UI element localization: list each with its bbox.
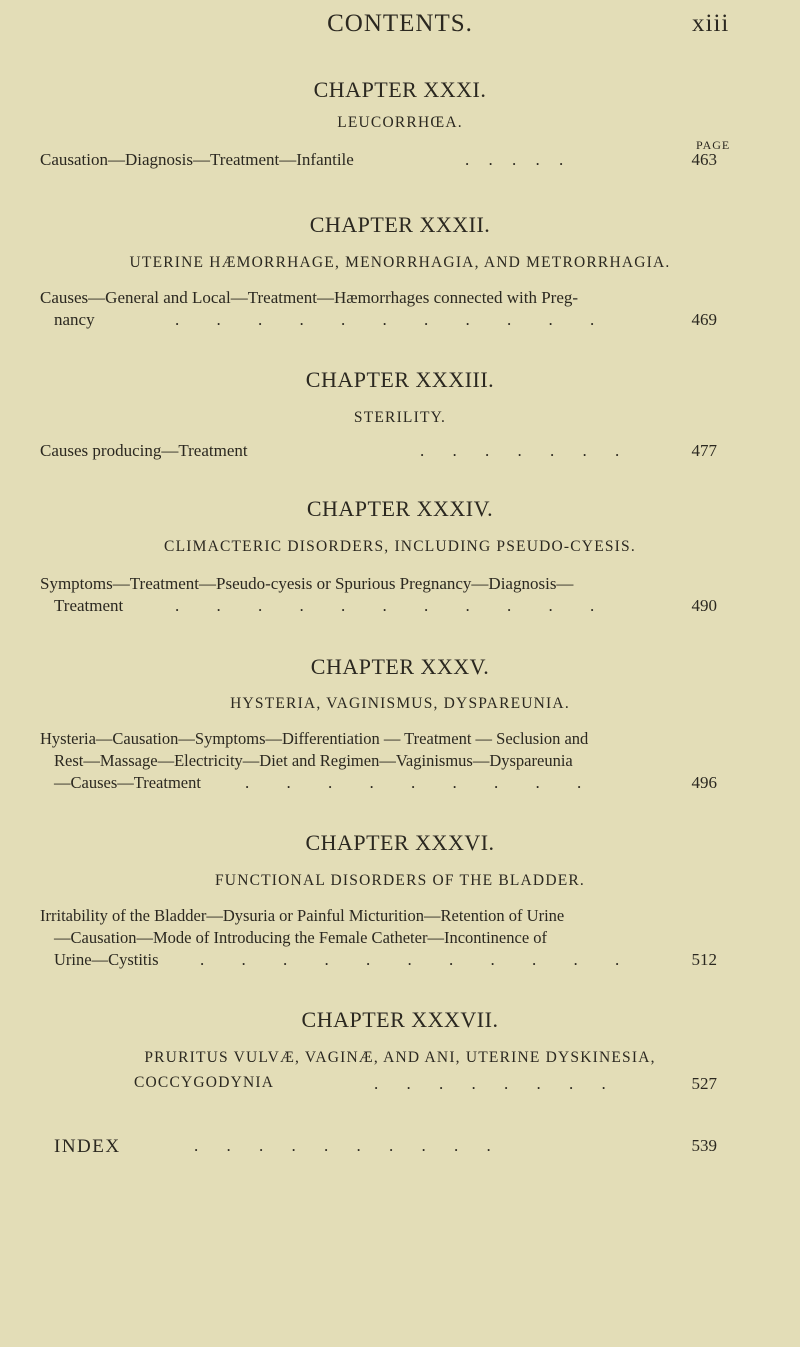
chapter-heading: CHAPTER XXXI. <box>313 77 487 102</box>
chapter-heading: CHAPTER XXXIV. <box>306 496 494 521</box>
leader-dots: . . . . . . . . . <box>245 773 582 792</box>
chapter-subtitle: UTERINE HÆMORRHAGE, MENORRHAGIA, AND METRORRHAGIA. <box>129 254 671 271</box>
leader-dots: . . . . . . . <box>420 441 620 460</box>
toc-entry-line: nancy <box>54 310 95 329</box>
leader-dots: . . . . . . . . <box>374 1074 606 1093</box>
leader-dots: . . . . . . . . . . . <box>175 596 595 615</box>
chapter-heading: CHAPTER XXXVII. <box>301 1007 499 1032</box>
toc-entry-line: —Causation—Mode of Introducing the Female Catheter—Incontinence of <box>54 928 548 947</box>
page-number: 469 <box>691 310 717 329</box>
index-entry-label: INDEX <box>54 1136 121 1157</box>
chapter-heading: CHAPTER XXXII. <box>309 212 491 237</box>
toc-entry-line: Hysteria—Causation—Symptoms—Differentiation — Treatment — Seclusion and <box>40 729 589 748</box>
chapter-subtitle: STERILITY. <box>353 409 447 426</box>
page-number: 539 <box>691 1136 717 1155</box>
page-number: 477 <box>691 441 717 460</box>
toc-entry-line: —Causes—Treatment <box>54 773 201 792</box>
page-number: 490 <box>691 596 717 615</box>
page-column-label: PAGE <box>696 138 731 152</box>
toc-entry-line: Causes—General and Local—Treatment—Hæmorrhages connected with Preg- <box>40 288 579 307</box>
running-head-title: CONTENTS. <box>327 10 473 37</box>
chapter-subtitle: LEUCORRHŒA. <box>337 114 463 131</box>
toc-entry-line: Rest—Massage—Electricity—Diet and Regimen—Vaginismus—Dyspareunia <box>54 751 573 770</box>
chapter-subtitle: FUNCTIONAL DISORDERS OF THE BLADDER. <box>214 872 585 889</box>
page-number: 527 <box>691 1074 717 1093</box>
toc-entry-line: Causes producing—Treatment <box>40 441 248 460</box>
toc-entry-line: COCCYGODYNIA <box>134 1074 275 1091</box>
leader-dots: . . . . . . . . . . <box>194 1136 491 1155</box>
chapter-subtitle: HYSTERIA, VAGINISMUS, DYSPAREUNIA. <box>230 695 570 712</box>
page-number: 496 <box>691 773 717 792</box>
chapter-heading: CHAPTER XXXVI. <box>305 830 495 855</box>
page-number: 463 <box>691 150 717 169</box>
toc-entry-line: Treatment <box>54 596 124 615</box>
leader-dots: . . . . . . . . . . . <box>200 950 620 969</box>
chapter-heading: CHAPTER XXXV. <box>310 654 490 679</box>
page-number: 512 <box>691 950 717 969</box>
toc-entry-line: Irritability of the Bladder—Dysuria or Painful Micturition—Retention of Urine <box>40 906 565 925</box>
chapter-heading: CHAPTER XXXIII. <box>305 367 495 392</box>
toc-entry-line: Causation—Diagnosis—Treatment—Infantile <box>40 150 354 169</box>
leader-dots: . . . . . <box>465 150 564 169</box>
chapter-subtitle: CLIMACTERIC DISORDERS, INCLUDING PSEUDO-CYESIS. <box>164 538 636 555</box>
toc-entry-line: Symptoms—Treatment—Pseudo-cyesis or Spurious Pregnancy—Diagnosis— <box>40 574 574 593</box>
chapter-subtitle: PRURITUS VULVÆ, VAGINÆ, AND ANI, UTERINE DYSKINESIA, <box>144 1049 656 1066</box>
leader-dots: . . . . . . . . . . . <box>175 310 595 329</box>
toc-entry-line: Urine—Cystitis <box>54 950 159 969</box>
running-head-page-numeral: xiii <box>692 10 730 37</box>
